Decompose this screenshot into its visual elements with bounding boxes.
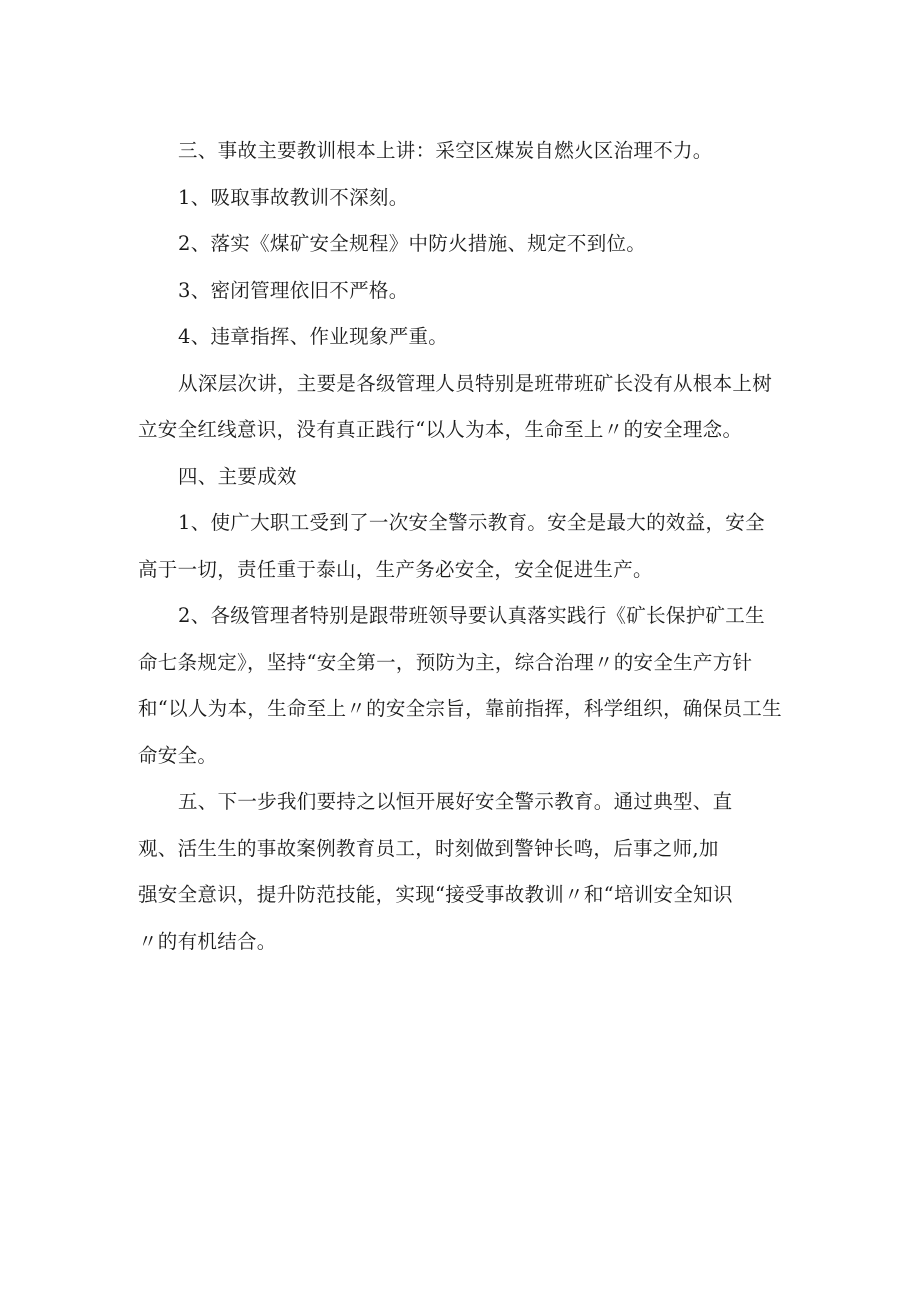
paragraph-item-2: 2、落实《煤矿安全规程》中防火措施、规定不到位。 (178, 232, 647, 255)
paragraph-result-1: 1、使广大职工受到了一次安全警示教育。安全是最大的效益，安全高于一切，责任重于泰山，生产务必安全，安全促进生产。 (138, 511, 765, 581)
document-body (138, 128, 783, 965)
paragraph-section-three-heading: 三、事故主要教训根本上讲：采空区煤炭自燃火区治理不力。 (178, 139, 713, 162)
paragraph-deep-cause: 从深层次讲，主要是各级管理人员特别是班带班矿长没有从根本上树立安全红线意识，没有真正践行“以人为本，生命至上〃的安全理念。 (138, 371, 773, 441)
paragraph-section-four-heading: 四、主要成效 (178, 464, 297, 488)
paragraph-section-five: 五、下一步我们要持之以恒开展好安全警示教育。通过典型、直观、活生生的事故案例教育员工，时刻做到警钟长鸣，后事之师,加强安全意识，提升防范技能，实现“接受事故教训〃和“培训安全知识〃的有机结合。 (138, 790, 733, 953)
paragraph-result-2: 2、各级管理者特别是跟带班领导要认真落实践行《矿长保护矿工生命七条规定》，坚持“安全第一，预防为主，综合治理〃的安全生产方针和“以人为本，生命至上〃的安全宗旨，靠前指挥，科学组织，确保员工生命安全。 (138, 604, 782, 767)
paragraph-item-1: 1、吸取事故教训不深刻。 (178, 185, 409, 209)
paragraph-item-4: 4、违章指挥、作业现象严重。 (178, 325, 449, 348)
paragraph-item-3: 3、密闭管理依旧不严格。 (178, 278, 409, 302)
